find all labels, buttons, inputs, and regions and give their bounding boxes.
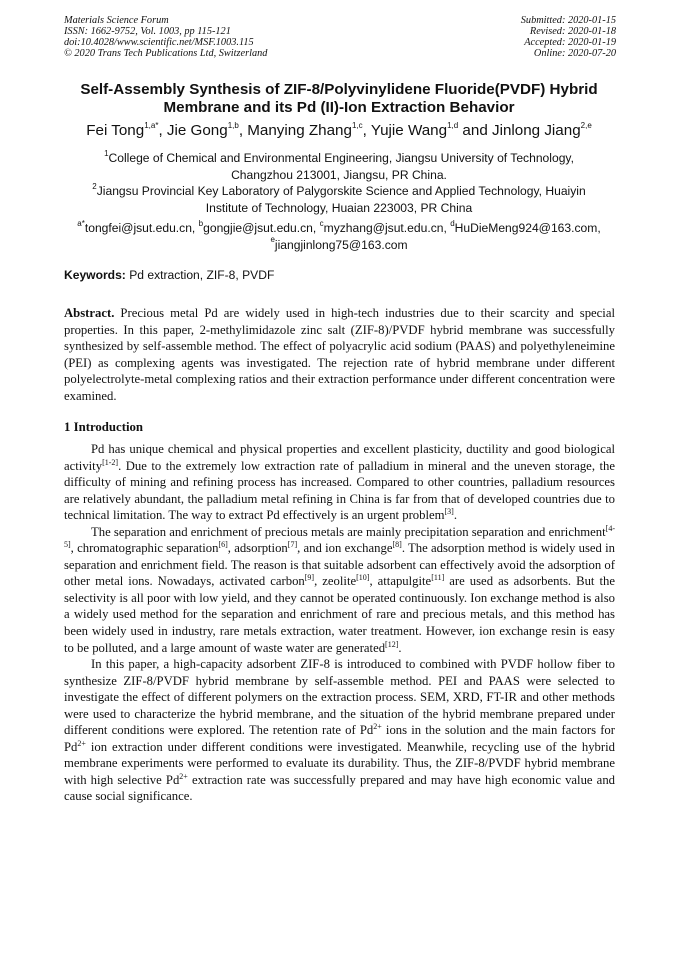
author-separator: , <box>362 122 371 139</box>
paper-title <box>40 81 638 117</box>
journal-name: Materials Science Forum <box>64 15 169 26</box>
affiliation-line: Institute of Technology, Huaian 223003, PR China <box>205 200 473 215</box>
citation-superscript: [8] <box>392 540 402 550</box>
paragraph-text: , chromatographic separation <box>70 541 219 556</box>
author-affiliation-mark: 1,d <box>447 120 459 130</box>
citation-superscript: [10] <box>356 573 370 583</box>
paragraph-text: Pd has unique chemical and physical properties and excellent plasticity, ductility and good biological activity <box>64 442 615 473</box>
paragraph-text: , and ion exchange <box>297 541 393 556</box>
paragraph-text: . <box>398 640 402 655</box>
submitted-date: Submitted: 2020-01-15 <box>520 15 616 26</box>
paragraph-text: , zeolite <box>314 574 357 589</box>
paragraph-text: are used as adsorbents. But the selectivity is all poor with low yield, and they cannot be operated continuously. Ion exchange method is also a widely used method for the separation and enrichment of rare and precious metals, and this method has been widely used in industry, rare metals extraction, water treatment. However, ion exchange resin is easy to be polluted, and a large amount of waste water are generated <box>64 574 615 655</box>
author-affiliation-mark: 1,c <box>351 120 363 130</box>
citation-superscript: [4-5] <box>64 523 615 550</box>
affiliation-2 <box>60 183 618 216</box>
email-link[interactable]: gongjie@jsut.edu.cn, <box>203 221 320 235</box>
introduction-body <box>64 441 615 805</box>
affiliation-line: Jiangsu Provincial Key Laboratory of Palygorskite Science and Applied Technology, Huaiyin <box>96 184 586 198</box>
paragraph-text: , attapulgite <box>369 574 432 589</box>
email-mark: a* <box>77 218 85 228</box>
revised-date: Revised: 2020-01-18 <box>529 26 616 37</box>
title-line-1: Self-Assembly Synthesis of ZIF-8/Polyvinylidene Fluoride(PVDF) Hybrid <box>80 81 598 98</box>
author-name: Manying Zhang <box>247 122 352 139</box>
affiliation-1 <box>60 150 618 183</box>
citation-superscript: [9] <box>304 573 315 583</box>
section-heading: 1 Introduction <box>64 420 144 434</box>
abstract-label: Abstract. <box>64 306 115 320</box>
email-link[interactable]: jiangjinlong75@163.com <box>274 237 408 252</box>
email-link[interactable]: HuDieMeng924@163.com, <box>454 221 601 235</box>
author-list <box>30 121 648 141</box>
doi: doi:10.4028/www.scientific.net/MSF.1003.115 <box>64 37 254 48</box>
citation-superscript: 2+ <box>373 722 382 732</box>
paragraph-text: . <box>453 508 458 523</box>
citation-superscript: 2+ <box>77 738 86 748</box>
paragraph-text: ions in the solution and the main factors for Pd <box>64 723 615 754</box>
author-separator: , <box>158 122 167 139</box>
paragraph-text: . The adsorption method is widely used in separation and enrichment field. The reason is that suitable adsorbent can effectively avoid the adsorption of other metal ions. Nowadays, activated carbon <box>64 541 615 589</box>
affiliation-line: College of Chemical and Environmental Engineering, Jiangsu University of Technology, <box>108 151 574 165</box>
citation-superscript: [1-2] <box>102 457 119 467</box>
author-affiliation-mark: 1,b <box>227 120 239 130</box>
email-mark: e <box>270 235 275 245</box>
keywords-text: Pd extraction, ZIF-8, PVDF <box>125 268 275 282</box>
paragraph-text: . Due to the extremely low extraction rate of palladium in mineral and the uneven storage, the difficulty of mining and refining process has increased. Compared to other countries, palladium resources are relatively abundant, the palladium metal refining in China is far from that of developed countries due to technical limitation. The way to extract Pd effectively is an urgent problem <box>64 458 615 523</box>
email-link[interactable]: myzhang@jsut.edu.cn, <box>323 221 451 235</box>
citation-superscript: [6] <box>218 540 228 550</box>
author-separator: , <box>238 122 248 139</box>
paragraph-text: In this paper, a high-capacity adsorbent ZIF-8 is introduced to combined with PVDF hollow fiber to synthesize ZIF-8/PVDF hybrid membrane by self-assemble method. PEI and PAAS were selected to investigate the effect of different polymers on the extraction process. SEM, XRD, FT-IR and other methods were used to characterize the hybrid membrane, and the situation of the hybrid membrane prepared under different conditions were explored. The retention rate of Pd <box>64 657 615 738</box>
author-name: Yujie Wang <box>370 122 448 139</box>
accepted-date: Accepted: 2020-01-19 <box>524 37 616 48</box>
affiliation-mark: 1 <box>104 148 109 158</box>
paragraph-text: The separation and enrichment of precious metals are mainly precipitation separation and enrichment <box>91 524 606 539</box>
email-list <box>40 220 638 253</box>
online-date: Online: 2020-07-20 <box>533 48 616 59</box>
affiliation-mark: 2 <box>92 181 97 191</box>
citation-superscript: [7] <box>287 540 298 550</box>
citation-superscript: 2+ <box>179 771 188 781</box>
paragraph-text: extraction rate was successfully prepared and may have high economic value and cause social significance. <box>64 772 616 804</box>
copyright: © 2020 Trans Tech Publications Ltd, Switzerland <box>64 48 268 59</box>
citation-superscript: [3] <box>444 506 454 516</box>
email-mark: b <box>198 218 204 228</box>
abstract <box>64 305 615 405</box>
email-link[interactable]: tongfei@jsut.edu.cn, <box>84 221 199 235</box>
paragraph-text: ion extraction under different conditions were investigated. Meanwhile, recycling use of the hybrid membrane experiments were performed to evaluate its durability. Thus, the ZIF-8/PVDF hybrid membrane with high selective Pd <box>64 739 615 787</box>
citation-superscript: [12] <box>385 639 399 649</box>
journal-info <box>64 15 267 59</box>
citation-superscript: [11] <box>431 573 445 583</box>
title-line-2: Membrane and its Pd (II)-Ion Extraction Behavior <box>163 99 515 116</box>
abstract-text: Precious metal Pd are widely used in high-tech industries due to their scarcity and special properties. In this paper, 2-methylimidazole zinc salt (ZIF-8)/PVDF hybrid membrane was successfully synthesized by self-assemble method. The effect of polyacrylic acid sodium (PAAS) and polyethyleneimine (PEI) as complexing agents was investigated. The rejection rate of hybrid membrane under different polyelectrolyte-metal complexing ratios and their extraction performance under different concentration were examined. <box>64 306 615 403</box>
author-name: Fei Tong <box>86 122 145 139</box>
email-mark: c <box>319 218 324 228</box>
paragraph <box>64 656 615 805</box>
author-name: Jie Gong <box>166 122 228 139</box>
issn: ISSN: 1662-9752, Vol. 1003, pp 115-121 <box>64 26 231 37</box>
keywords <box>64 267 274 283</box>
paragraph <box>64 524 615 656</box>
affiliation-line: Changzhou 213001, Jiangsu, PR China. <box>231 167 447 182</box>
author-separator: and <box>458 122 492 139</box>
author-affiliation-mark: 1,a* <box>144 120 159 130</box>
author-affiliation-mark: 2,e <box>580 120 592 130</box>
paragraph-text: , adsorption <box>227 541 288 556</box>
author-name: Jinlong Jiang <box>491 122 581 139</box>
keywords-label: Keywords: <box>64 268 126 282</box>
email-mark: d <box>450 218 455 228</box>
publication-dates <box>521 15 616 59</box>
paragraph <box>64 441 615 524</box>
